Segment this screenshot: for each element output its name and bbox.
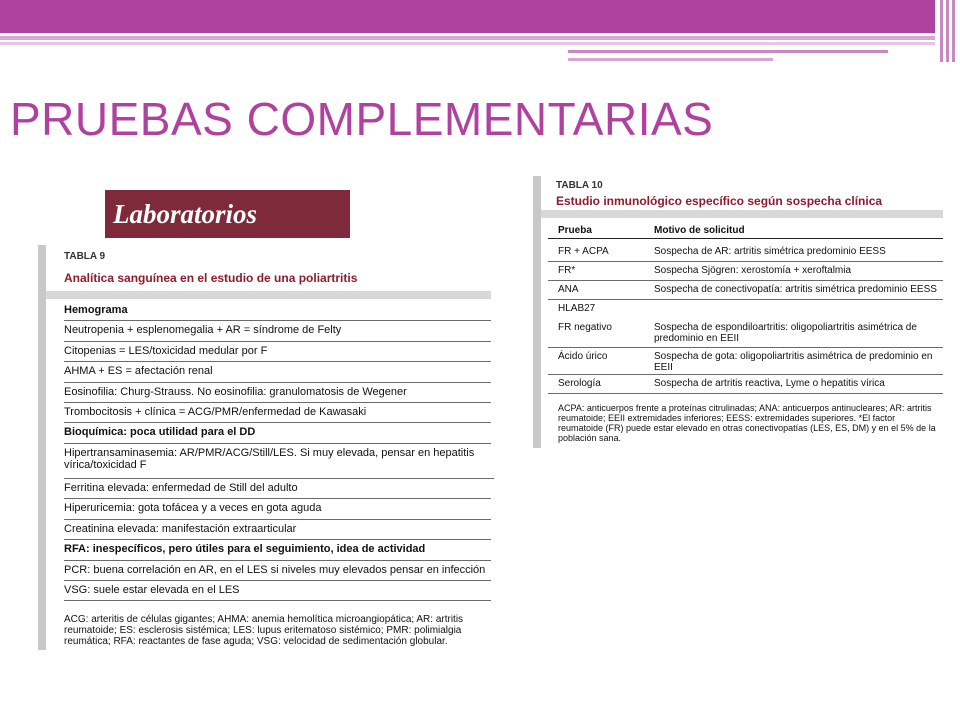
table-row: Hiperuricemia: gota tofácea y a veces en gota aguda xyxy=(64,499,491,520)
table-9 xyxy=(38,245,493,650)
row-divider xyxy=(548,347,943,348)
table-cell-prueba: FR negativo xyxy=(558,322,612,333)
table-footnote: ACG: arteritis de células gigantes; AHMA: anemia hemolítica microangiopática; AR: artritis reumatoide; ES: esclerosis sistémica; LES: lupus eritematoso sistémico; PMR: polimialgia reumática; RFA: reactantes de fase aguda; VSG: velocidad de sedimentación globular. xyxy=(64,614,464,647)
table-cell-prueba: Ácido úrico xyxy=(558,351,608,362)
table-row: Trombocitosis + clínica = ACG/PMR/enfermedad de Kawasaki xyxy=(64,403,491,423)
table-row: Creatinina elevada: manifestación extraarticular xyxy=(64,520,491,540)
table-row: VSG: suele estar elevada en el LES xyxy=(64,581,491,601)
row-divider xyxy=(548,280,943,281)
table-row: Neutropenia + esplenomegalia + AR = síndrome de Felty xyxy=(64,321,491,342)
header-stripe xyxy=(568,58,773,61)
page-title: PRUEBAS COMPLEMENTARIAS xyxy=(10,93,714,145)
table-10 xyxy=(533,176,943,448)
row-divider xyxy=(548,261,943,262)
table-cell-motivo: Sospecha de gota: oligopoliartritis asimétrica de predominio en EEII xyxy=(654,351,933,373)
table-side-bar xyxy=(533,176,541,448)
header-vertical-bar xyxy=(940,0,943,62)
table-cell-prueba: FR + ACPA xyxy=(558,246,609,257)
table-cell-prueba: Serología xyxy=(558,378,601,389)
table-header-band xyxy=(541,210,943,218)
header-vertical-bar xyxy=(946,0,949,62)
table-row: Hipertransaminasemia: AR/PMR/ACG/Still/LES. Si muy elevada, pensar en hepatitis vírica/toxicidad F xyxy=(64,444,494,479)
table-cell-prueba: FR* xyxy=(558,265,576,276)
row-divider xyxy=(548,299,943,300)
column-header-prueba: Prueba xyxy=(558,225,592,236)
table-row: RFA: inespecíficos, pero útiles para el seguimiento, idea de actividad xyxy=(64,540,491,561)
table-title: Estudio inmunológico específico según sospecha clínica xyxy=(556,194,883,208)
table-row: Ferritina elevada: enfermedad de Still del adulto xyxy=(64,479,491,499)
table-footnote: ACPA: anticuerpos frente a proteínas citrulinadas; ANA: anticuerpos antinucleares; AR: artritis reumatoide; EEII extremidades inferiores; EESS: extremidades superiores. *El factor reumatoide (FR) puede estar elevado en otras conectivopatías (LES, ES, DM) y en el 5% de la población sana. xyxy=(558,403,936,443)
table-cell-motivo: Sospecha Sjögren: xerostomía + xeroftalmia xyxy=(654,265,852,276)
table-label: TABLA 9 xyxy=(64,251,106,262)
table-row: PCR: buena correlación en AR, en el LES si niveles muy elevados pensar en infección xyxy=(64,561,491,581)
table-side-bar xyxy=(38,245,46,650)
row-divider xyxy=(548,393,943,394)
table-cell-motivo: Sospecha de AR: artritis simétrica predominio EESS xyxy=(654,246,886,257)
table-label: TABLA 10 xyxy=(556,180,603,191)
section-label: Laboratorios xyxy=(113,199,258,229)
table-row: Citopenias = LES/toxicidad medular por F xyxy=(64,342,491,362)
table-title: Analítica sanguínea en el estudio de una poliartritis xyxy=(64,271,358,285)
table-cell-prueba: ANA xyxy=(558,284,579,295)
table-cell-prueba: HLAB27 xyxy=(558,303,596,314)
section-label-box xyxy=(105,190,350,238)
header-band xyxy=(0,0,935,33)
table-cell-motivo: Sospecha de artritis reactiva, Lyme o hepatitis vírica xyxy=(654,378,885,389)
column-header-motivo: Motivo de solicitud xyxy=(654,225,745,236)
table-row: Bioquímica: poca utilidad para el DD xyxy=(64,423,491,444)
table-cell-motivo: Sospecha de conectivopatía: artritis simétrica predominio EESS xyxy=(654,284,937,295)
table-header-band xyxy=(46,291,491,299)
table-row: Hemograma xyxy=(64,301,491,321)
row-divider xyxy=(548,374,943,375)
header-stripe xyxy=(568,50,888,53)
table-row: AHMA + ES = afectación renal xyxy=(64,362,491,383)
table-cell-motivo: Sospecha de espondiloartritis: oligopoliartritis asimétrica de predominio en EEII xyxy=(654,322,917,344)
header-stripe xyxy=(0,36,935,40)
header-vertical-bar xyxy=(952,0,955,62)
header-rule xyxy=(548,238,943,239)
table-row: Eosinofilia: Churg-Strauss. No eosinofilia: granulomatosis de Wegener xyxy=(64,383,491,403)
header-stripe xyxy=(0,42,935,45)
